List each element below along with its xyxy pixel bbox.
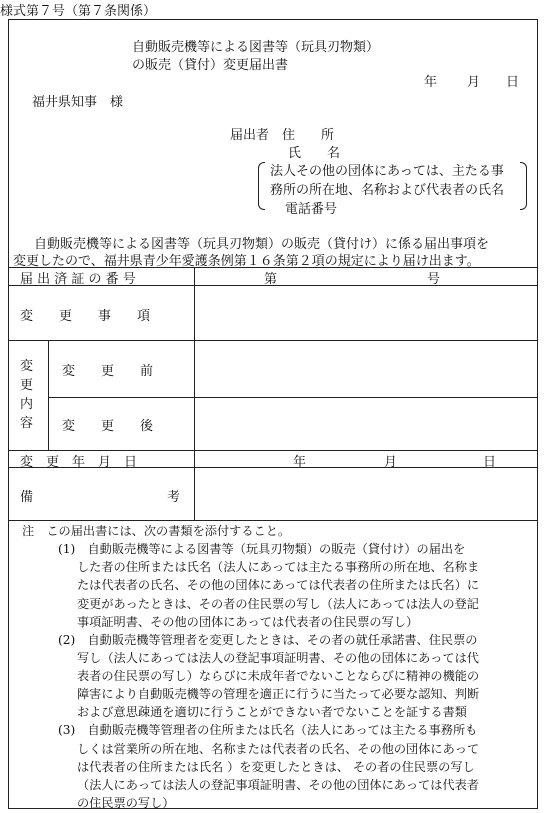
change-date-label: 変 更 年 月 日 bbox=[20, 455, 138, 470]
remarks-label-2: 考 bbox=[167, 490, 181, 505]
before-change-label: 変 更 前 bbox=[62, 364, 154, 379]
note1-line2: した者の住所または氏名（法人にあっては主たる事務所の所在地、名称ま bbox=[77, 560, 480, 575]
applicant-label: 届出者 bbox=[230, 128, 270, 143]
form-title-line2: の販売（貸付）変更届出書 bbox=[132, 58, 289, 73]
note3-line4: （法人にあっては法人の登記事項証明書、その他の団体にあっては代表者 bbox=[77, 777, 479, 792]
note1-line3: たは代表者の氏名、その他の団体にあっては代表者の住所または氏名）に bbox=[77, 578, 480, 593]
applicant-name-label: 氏 名 bbox=[288, 146, 341, 161]
note2-line1: (2) 自動販売機等管理者を変更したときは、その者の就任承諾書、住民票の bbox=[58, 632, 478, 647]
applicant-phone-label: 電話番号 bbox=[285, 202, 338, 217]
table-column-divider bbox=[48, 340, 49, 450]
table-rule bbox=[48, 397, 538, 398]
change-content-char-4: 容 bbox=[20, 416, 34, 431]
change-item-label: 変 更 事 項 bbox=[20, 309, 151, 324]
change-content-char-1: 変 bbox=[20, 359, 34, 374]
note1-line1: (1) 自動販売機等による図書等（玩具刃物類）の販売（貸付け）の届出を bbox=[58, 542, 466, 557]
form-title-line1: 自動販売機等による図書等（玩具刃物類） bbox=[132, 40, 380, 55]
note2-line3: 表者の住民票の写し）ならびに未成年者でないことならびに精神の機能の bbox=[77, 669, 480, 684]
date-day-label: 日 bbox=[506, 75, 520, 90]
date-month-label: 月 bbox=[467, 75, 481, 90]
statement-line1: 自動販売機等による図書等（玩具刃物類）の販売（貸付け）に係る届出事項を bbox=[34, 237, 490, 252]
corp-note-line1: 法人その他の団体にあっては、主たる事 bbox=[270, 164, 504, 179]
cert-number-suffix: 号 bbox=[427, 272, 441, 287]
note3-line1: (3) 自動販売機等管理者の住所または氏名（法人にあっては主たる事務所も bbox=[58, 723, 478, 738]
applicant-address-label: 住 所 bbox=[282, 128, 335, 143]
statement-line2: 変更したので、福井県青少年愛護条例第１６条第２項の規定により届け出ます。 bbox=[13, 254, 480, 269]
bracket-right bbox=[520, 162, 527, 210]
corp-note-line2: 務所の所在地、名称および代表者の氏名 bbox=[270, 183, 505, 198]
notes-heading: 注 この届出書には、次の書類を添付すること。 bbox=[22, 524, 291, 538]
change-date-day: 日 bbox=[483, 455, 497, 470]
change-content-char-3: 内 bbox=[20, 397, 34, 412]
table-rule bbox=[8, 340, 538, 341]
note3-line3: は代表者の住所または氏名 ）を変更したときは、 その者の住民票の写し bbox=[77, 759, 475, 774]
addressee: 福井県知事 様 bbox=[32, 95, 124, 110]
note3-line2: しくは営業所の所在地、名称または代表者の氏名、その他の団体にあって bbox=[77, 741, 480, 756]
note2-line5: および意思疎通を適切に行うことができない者でないことを証する書類 bbox=[77, 705, 467, 720]
note2-line2: 写し（法人にあっては法人の登記事項証明書、その他の団体にあっては代 bbox=[77, 650, 479, 665]
date-year-label: 年 bbox=[424, 75, 438, 90]
change-date-year: 年 bbox=[293, 455, 307, 470]
bracket-left bbox=[258, 162, 265, 210]
note3-line5: の住民票の写し） bbox=[77, 796, 175, 810]
note1-line5: 事項証明書、その他の団体にあっては代表者の住民票の写し） bbox=[77, 614, 419, 629]
remarks-label-1: 備 bbox=[20, 490, 34, 505]
change-content-char-2: 更 bbox=[20, 378, 34, 393]
cert-number-prefix: 第 bbox=[264, 272, 278, 287]
table-column-divider bbox=[194, 267, 195, 520]
table-rule bbox=[8, 520, 538, 521]
note1-line4: 変更があったときは、その者の住民票の写し（法人にあっては法人の登記 bbox=[77, 596, 479, 611]
cert-number-label: 届 出 済 証 の 番 号 bbox=[20, 272, 136, 287]
change-date-month: 月 bbox=[384, 455, 398, 470]
after-change-label: 変 更 後 bbox=[62, 419, 154, 434]
note2-line4: 障害により自動販売機等の管理を適正に行うに当たって必要な認知、判断 bbox=[77, 687, 480, 702]
form-number-label: 様式第７号（第７条関係） bbox=[0, 4, 157, 19]
